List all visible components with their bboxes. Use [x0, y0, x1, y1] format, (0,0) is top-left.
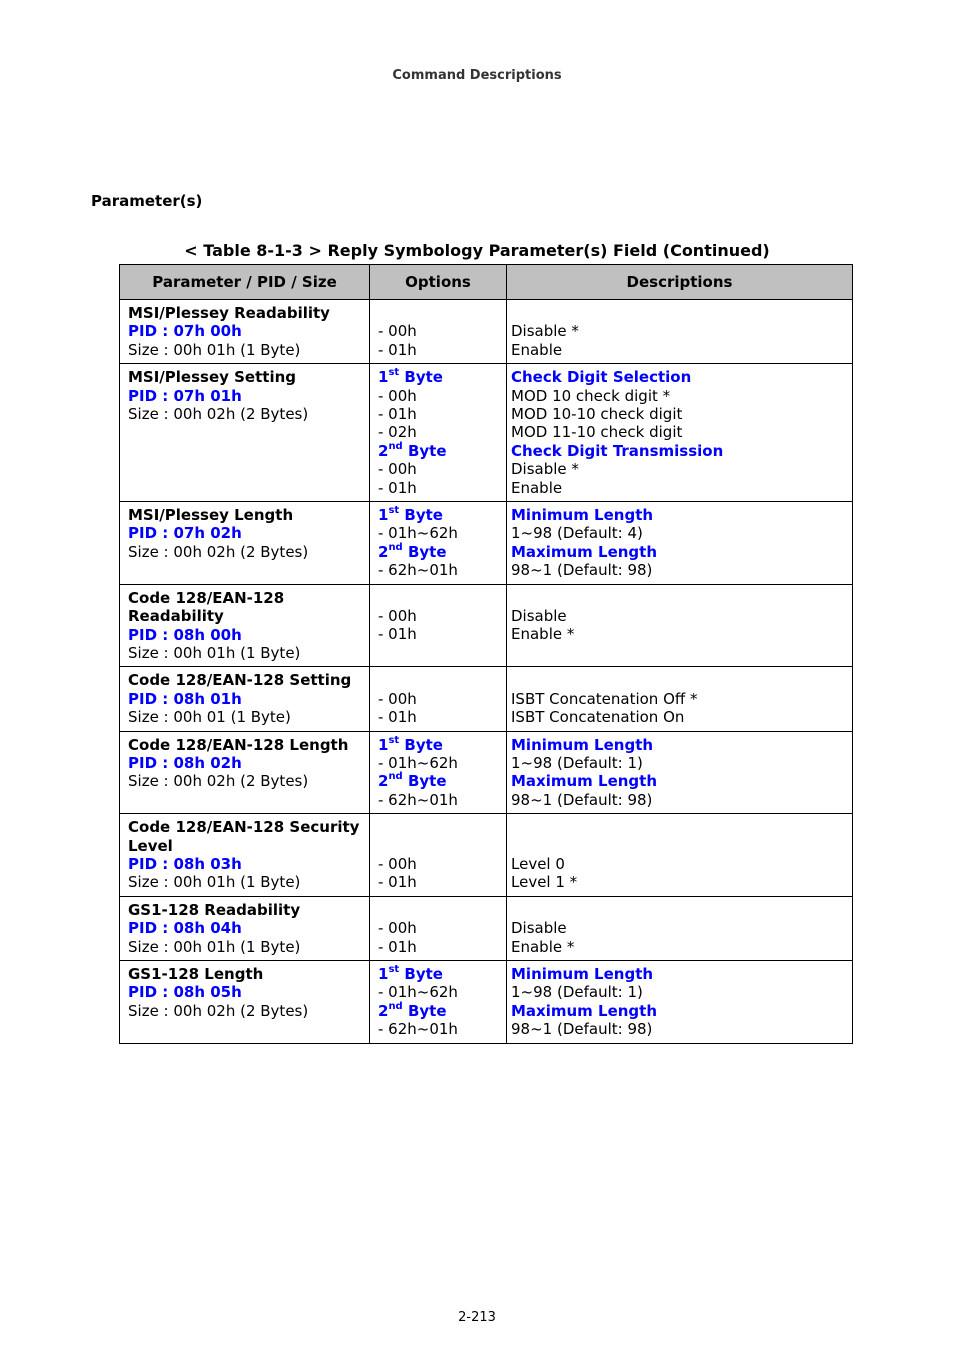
cell-line: - 01h — [378, 405, 417, 424]
parameter-cell — [120, 502, 370, 585]
cell-line: - 00h — [378, 386, 417, 405]
byte-ordinal-suffix: nd — [388, 1000, 403, 1012]
cell-line: - 02h — [378, 423, 417, 442]
parameter-pid: PID : 07h 01h — [128, 386, 242, 405]
cell-line: - 00h — [378, 607, 417, 626]
blank-line — [378, 304, 502, 322]
table-row — [120, 300, 853, 364]
byte-word: Byte — [404, 965, 443, 983]
cell-line: MOD 10-10 check digit — [511, 405, 683, 424]
parameter-pid: PID : 07h 02h — [128, 524, 242, 543]
table-body — [120, 300, 853, 1044]
page-number: 2-213 — [458, 1310, 496, 1325]
cell-line: Disable * — [511, 322, 579, 341]
byte-label — [378, 442, 502, 460]
blank-line — [378, 837, 502, 855]
blank-line — [511, 837, 848, 855]
description-heading: Maximum Length — [511, 542, 658, 561]
descriptions-cell — [507, 667, 853, 731]
parameter-pid: PID : 08h 02h — [128, 753, 242, 772]
table-row — [120, 364, 853, 502]
cell-line: 98~1 (Default: 98) — [511, 1020, 653, 1039]
byte-word: Byte — [404, 506, 443, 525]
byte-number: 2 — [378, 441, 389, 460]
cell-line: 1~98 (Default: 1) — [511, 753, 643, 772]
reply-symbology-table — [119, 264, 853, 1044]
table-row — [120, 896, 853, 960]
parameter-size: Size : 00h 02h (2 Bytes) — [128, 772, 309, 791]
parameter-size: Size : 00h 01h (1 Byte) — [128, 873, 301, 892]
byte-ordinal-suffix: st — [388, 367, 400, 379]
description-heading: Maximum Length — [511, 1001, 658, 1020]
cell-line: Disable * — [511, 460, 579, 479]
cell-line: - 01h~62h — [378, 524, 458, 543]
byte-label — [378, 772, 502, 790]
parameter-cell — [120, 896, 370, 960]
cell-line: 1~98 (Default: 1) — [511, 983, 643, 1002]
descriptions-cell — [507, 584, 853, 667]
parameter-pid: PID : 08h 00h — [128, 625, 242, 644]
cell-line: - 62h~01h — [378, 790, 458, 809]
cell-line: - 01h — [378, 708, 417, 727]
blank-line — [511, 671, 848, 689]
column-header-parameter: Parameter / PID / Size — [120, 265, 370, 300]
byte-word: Byte — [404, 735, 443, 754]
column-header-options: Options — [370, 265, 507, 300]
cell-line: 1~98 (Default: 4) — [511, 524, 643, 543]
byte-word: Byte — [407, 1001, 447, 1020]
options-cell — [370, 731, 507, 814]
byte-number: 1 — [378, 965, 389, 983]
cell-line: - 62h~01h — [378, 561, 458, 580]
byte-word: Byte — [404, 368, 443, 387]
byte-number: 1 — [378, 368, 389, 387]
parameter-name: Code 128/EAN-128 Readability — [128, 588, 285, 626]
cell-line: ISBT Concatenation On — [511, 708, 685, 727]
parameter-name: MSI/Plessey Readability — [128, 304, 330, 322]
parameter-size: Size : 00h 01 (1 Byte) — [128, 708, 291, 727]
byte-word: Byte — [407, 772, 447, 791]
parameter-size: Size : 00h 01h (1 Byte) — [128, 643, 301, 662]
options-cell — [370, 584, 507, 667]
description-heading: Minimum Length — [511, 965, 654, 983]
descriptions-cell — [507, 896, 853, 960]
table-row — [120, 584, 853, 667]
cell-line: - 01h~62h — [378, 983, 458, 1002]
parameter-size: Size : 00h 01h (1 Byte) — [128, 340, 301, 359]
blank-line — [511, 818, 848, 836]
cell-line: Level 1 * — [511, 873, 578, 892]
section-title: Parameter(s) — [91, 192, 203, 210]
descriptions-cell — [507, 814, 853, 897]
options-cell — [370, 961, 507, 1044]
cell-line: MOD 11-10 check digit — [511, 423, 683, 442]
options-cell — [370, 667, 507, 731]
parameter-cell — [120, 667, 370, 731]
byte-label — [378, 965, 502, 983]
table-caption: < Table 8-1-3 > Reply Symbology Parameter(s) Field (Continued) — [184, 241, 770, 260]
cell-line: - 01h — [378, 625, 417, 644]
cell-line: Enable — [511, 478, 563, 497]
byte-ordinal-suffix: nd — [388, 771, 403, 783]
byte-label — [378, 368, 502, 386]
cell-line: 98~1 (Default: 98) — [511, 561, 653, 580]
parameter-name: GS1-128 Readability — [128, 900, 301, 919]
cell-line: Disable — [511, 919, 567, 938]
parameter-size: Size : 00h 02h (2 Bytes) — [128, 1001, 309, 1020]
table-row — [120, 731, 853, 814]
byte-ordinal-suffix: st — [388, 505, 400, 517]
parameter-cell — [120, 364, 370, 502]
byte-number: 2 — [378, 772, 389, 791]
parameter-name: MSI/Plessey Length — [128, 506, 294, 525]
byte-number: 2 — [378, 542, 389, 561]
cell-line: - 00h — [378, 322, 417, 341]
byte-number: 1 — [378, 506, 389, 525]
page-header: Command Descriptions — [392, 68, 562, 83]
descriptions-cell — [507, 961, 853, 1044]
parameter-pid: PID : 07h 00h — [128, 322, 242, 341]
table-row — [120, 814, 853, 897]
parameter-name: Code 128/EAN-128 Setting — [128, 671, 352, 690]
cell-line: - 62h~01h — [378, 1020, 458, 1039]
cell-line: - 01h~62h — [378, 753, 458, 772]
parameter-name: Code 128/EAN-128 Security Level — [128, 818, 360, 855]
cell-line: ISBT Concatenation Off * — [511, 689, 698, 708]
blank-line — [511, 304, 848, 322]
column-header-descriptions: Descriptions — [507, 265, 853, 300]
cell-line: - 00h — [378, 854, 417, 873]
byte-word: Byte — [407, 542, 447, 561]
description-heading: Check Digit Transmission — [511, 441, 724, 460]
descriptions-cell — [507, 300, 853, 364]
description-heading: Maximum Length — [511, 772, 658, 791]
cell-line: - 01h — [378, 937, 417, 956]
cell-line: Enable * — [511, 937, 575, 956]
cell-line: - 00h — [378, 689, 417, 708]
byte-label — [378, 1002, 502, 1020]
options-cell — [370, 896, 507, 960]
table-row — [120, 961, 853, 1044]
blank-line — [511, 901, 848, 919]
byte-number: 2 — [378, 1001, 389, 1020]
cell-line: Level 0 — [511, 854, 565, 873]
description-heading: Minimum Length — [511, 506, 654, 525]
cell-line: - 00h — [378, 460, 417, 479]
byte-ordinal-suffix: st — [388, 734, 400, 746]
table-header — [120, 265, 853, 300]
cell-line: - 01h — [378, 478, 417, 497]
table-row — [120, 502, 853, 585]
blank-line — [378, 671, 502, 689]
byte-label — [378, 543, 502, 561]
parameter-name: GS1-128 Length — [128, 965, 264, 983]
parameter-name: MSI/Plessey Setting — [128, 368, 297, 387]
parameter-name: Code 128/EAN-128 Length — [128, 735, 349, 754]
blank-line — [378, 818, 502, 836]
descriptions-cell — [507, 731, 853, 814]
cell-line: Enable — [511, 340, 563, 359]
header-row — [120, 265, 853, 300]
parameter-size: Size : 00h 02h (2 Bytes) — [128, 542, 309, 561]
parameter-cell — [120, 584, 370, 667]
options-cell — [370, 814, 507, 897]
byte-ordinal-suffix: st — [388, 964, 400, 975]
byte-label — [378, 506, 502, 524]
options-cell — [370, 300, 507, 364]
cell-line: - 00h — [378, 919, 417, 938]
parameter-pid: PID : 08h 05h — [128, 983, 242, 1002]
options-cell — [370, 502, 507, 585]
parameter-pid: PID : 08h 04h — [128, 919, 242, 938]
parameter-pid: PID : 08h 01h — [128, 689, 242, 708]
parameter-pid: PID : 08h 03h — [128, 854, 242, 873]
parameter-cell — [120, 814, 370, 897]
cell-line: Enable * — [511, 625, 575, 644]
table-row — [120, 667, 853, 731]
cell-line: MOD 10 check digit * — [511, 386, 671, 405]
cell-line: - 01h — [378, 873, 417, 892]
cell-line: Disable — [511, 607, 567, 626]
options-cell — [370, 364, 507, 502]
byte-ordinal-suffix: nd — [388, 541, 403, 553]
byte-number: 1 — [378, 735, 389, 754]
blank-line — [378, 589, 502, 607]
parameter-size: Size : 00h 02h (2 Bytes) — [128, 405, 309, 424]
description-heading: Check Digit Selection — [511, 368, 692, 387]
descriptions-cell — [507, 364, 853, 502]
descriptions-cell — [507, 502, 853, 585]
parameter-cell — [120, 300, 370, 364]
blank-line — [378, 901, 502, 919]
byte-ordinal-suffix: nd — [388, 440, 403, 452]
byte-word: Byte — [407, 441, 447, 460]
parameter-cell — [120, 731, 370, 814]
parameter-cell — [120, 961, 370, 1044]
cell-line: - 01h — [378, 340, 417, 359]
description-heading: Minimum Length — [511, 735, 654, 754]
byte-label — [378, 736, 502, 754]
blank-line — [511, 589, 848, 607]
parameter-size: Size : 00h 01h (1 Byte) — [128, 937, 301, 956]
cell-line: 98~1 (Default: 98) — [511, 790, 653, 809]
